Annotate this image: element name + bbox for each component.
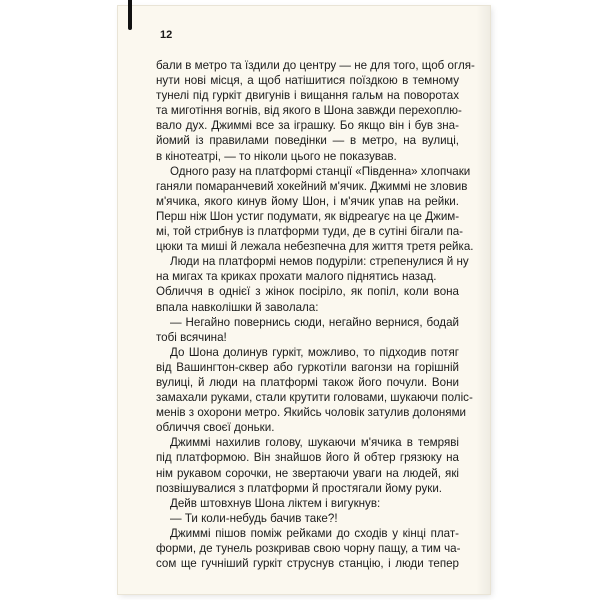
text-line: під платформою. Він знайшов його й обтер грязюку на <box>156 451 459 465</box>
text-line: мі, той стрибнув із платформи туди, де в сутіні бігали па- <box>156 225 464 239</box>
text-line: тобі всячина! <box>156 330 227 344</box>
text-line: вало дух. Джиммі все за іграшку. Бо якщо він і був зна- <box>156 119 459 133</box>
body-text <box>156 58 475 571</box>
text-line: сом ще гучніший гуркіт струснув станцію, і люди тепер <box>156 557 459 571</box>
text-line: тунелі під гуркіт двигунів і вищання гальм на поворотах <box>156 89 459 103</box>
text-line: бали в метро та їздили до центру — не для того, щоб огля- <box>156 59 475 72</box>
text-line: Джиммі пішов поміж рейками до сходів у кінці плат- <box>170 526 459 540</box>
text-line: Одного разу на платформі станції «Південна» хлопчаки <box>170 164 471 178</box>
text-line: нути нові місця, а щоб натішитися поїздкою в темному <box>156 74 459 88</box>
text-line: ганяли помаранчевий хокейний м'ячик. Джиммі не зловив <box>156 179 468 193</box>
page-number: 12 <box>160 29 173 41</box>
text-line: замахали руками, стали крутити головами, шукаючи поліс- <box>156 391 473 405</box>
text-line: Люди на платформі немов подуріли: стрепенулися й ну <box>170 255 469 269</box>
text-line: та миготіння вогнів, від якого в Шона завжди перехоплю- <box>156 104 462 118</box>
text-line: йомий із правилами поведінки — в метро, на вулиці, <box>156 134 459 148</box>
text-line: в кінотеатрі, — то ніколи цього не показував. <box>156 149 397 163</box>
text-line: менів з охорони метро. Якийсь чоловік затулив долонями <box>156 406 467 420</box>
text-line: Джиммі нахилив голову, шукаючи м'ячика в темряві <box>170 436 459 450</box>
bookmark-ribbon <box>128 0 132 30</box>
text-line: форми, де тунель розкривав свою чорну пащу, а тим ча- <box>156 542 461 555</box>
text-line: — Ти коли-небудь бачив таке?! <box>170 511 338 525</box>
text-line: Обличчя в однієї з жінок посіріло, як попіл, коли вона <box>156 285 459 299</box>
text-line: на мигах та криках прохати малого піднятись назад. <box>156 270 437 284</box>
text-line: обличчя своєї доньки. <box>156 421 275 435</box>
text-line: вулиці, й люди на платформі також його почули. Вони <box>156 375 459 389</box>
text-line: Перш ніж Шон устиг подумати, як відреагує на це Джим- <box>156 209 460 223</box>
text-line: — Негайно повернись сюди, негайно вернися, бодай <box>170 315 459 329</box>
text-line: Дейв штовхнув Шона ліктем і вигукнув: <box>170 496 381 510</box>
text-line: впала навколішки й заволала: <box>156 300 319 314</box>
text-line: До Шона долинув гуркіт, можливо, то підходив потяг <box>170 345 459 359</box>
text-line: м'ячика, якого кинув йому Шон, і м'ячик упав на рейки. <box>156 194 459 208</box>
text-line: нім рукавом сорочки, не звертаючи уваги на людей, які <box>156 466 459 480</box>
text-line: цюки та миші й лежала небезпечна для життя третя рейка. <box>156 240 474 254</box>
text-line: позвішувалися з платформи й простягали йому руки. <box>156 481 443 495</box>
text-line: від Вашингтон-сквер або гуркотіли вагонзи на горішній <box>156 360 459 374</box>
page-edge-shadow <box>476 6 490 594</box>
